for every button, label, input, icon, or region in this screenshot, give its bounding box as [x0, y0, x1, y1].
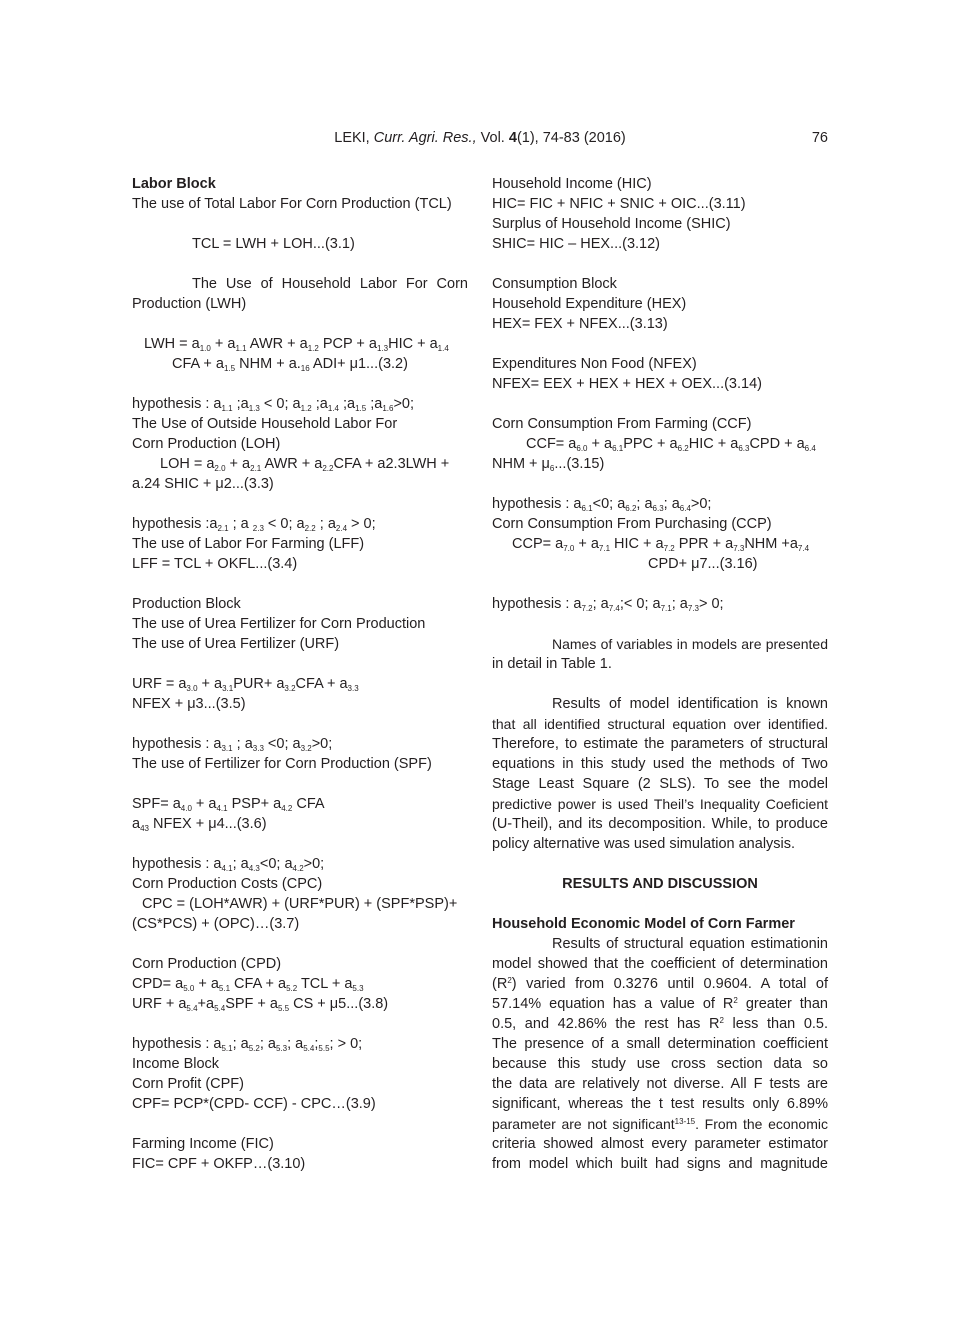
- equation-3-8: $CPD= a_{5.0} + a_{5.1}$ CFA + $a_{5.2}$ TCL + $a_{5.3}$: [132, 976, 364, 993]
- paragraph-line: the data are relatively not diverse. All F tests are: [492, 1076, 828, 1092]
- equation-3-2-cont: CFA + $a_{1.5}$ NHM + $a._{16}$ ADI+ μ1...(3.2): [172, 356, 408, 373]
- equation-title: Farming Income (FIC): [132, 1136, 274, 1152]
- paragraph-line: 57.14% equation has a value of $R^2$ greater than: [492, 996, 828, 1012]
- equation-title: The use of Total Labor For Corn Production (TCL): [132, 196, 452, 212]
- equation-3-10: FIC= CPF + OKFP…(3.10): [132, 1156, 306, 1172]
- paragraph-line: equations in this study used the methods of Two: [492, 756, 828, 772]
- equation-3-15: $CCF= a_{6.0} + a_{6.1}PPC + a_{6.2}HIC + a_{6.3}CPD + a_{6.4}$: [526, 436, 816, 453]
- equation-3-2: LWH = $a_{1.0} + a_{1.1}$ AWR + $a_{1.2}$ PCP + $a_{1.3}HIC + a_{1.4}$: [144, 336, 449, 353]
- hypothesis: hypothesis : $a_{1.1}$ $;a_{1.3} < 0$; $a_{1.2}$ $;a_{1.4}$ $;a_{1.5}$ $;a_{1.6}>0$;: [132, 396, 415, 413]
- paragraph-line: Results of model identification is known: [552, 696, 828, 712]
- equation-3-7: CPC = (LOH*AWR) + (URF*PUR) + (SPF*PSP)+: [142, 896, 458, 912]
- equation-3-8-cont: URF + $a_{5.4}+a_{5.4}SPF + a_{5.5}$ CS + μ5...(3.8): [132, 996, 389, 1013]
- equation-3-16: $CCP= a_{7.0} + a_{7.1}$ HIC + $a_{7.2}$ PPR + $a_{7.3}NHM +a_{7.4}$: [512, 536, 810, 553]
- paragraph-line: parameter are not significant$^{13-15}$. From the economic: [492, 1116, 828, 1132]
- subsection-heading: Household Economic Model of Corn Farmer: [492, 916, 795, 932]
- equation-title: Corn Production (LOH): [132, 436, 281, 452]
- hypothesis: hypothesis : $a_{3.1}$ ; $a_{3.3} <0$; $a_{3.2}>0$;: [132, 736, 333, 753]
- running-header: [0, 130, 960, 150]
- equation-3-7-cont: (CS*PCS) + (OPC)…(3.7): [132, 916, 300, 932]
- equation-3-6: $SPF= a_{4.0} + a_{4.1}$ $PSP+ a_{4.2}$ CFA: [132, 796, 325, 813]
- equation-title: Corn Consumption From Purchasing (CCP): [492, 516, 772, 532]
- equation-3-1: TCL = LWH + LOH...(3.1): [192, 236, 355, 252]
- equation-title: Expenditures Non Food (NFEX): [492, 356, 697, 372]
- hypothesis: hypothesis : $a_{4.1}$; $a_{4.3}<0$; $a_{4.2}>0$;: [132, 856, 325, 873]
- equation-title: Production (LWH): [132, 296, 247, 312]
- section-heading: Production Block: [132, 596, 241, 612]
- equation-title: Corn Consumption From Farming (CCF): [492, 416, 752, 432]
- equation-title: The use of Urea Fertilizer (URF): [132, 636, 340, 652]
- paragraph-line: policy alternative was used simulation analysis.: [492, 836, 796, 852]
- hypothesis: hypothesis : $a_{6.1}<0$; $a_{6.2}$; $a_{6.3}$; $a_{6.4}>0$;: [492, 496, 712, 513]
- paragraph-line: Results of structural equation estimationin: [552, 936, 828, 952]
- equation-3-5: URF = $a_{3.0} + a_{3.1}PUR+ a_{3.2}CFA + a_{3.3}$: [132, 676, 359, 693]
- paragraph-line: from model which built had signs and magnitude: [492, 1156, 828, 1172]
- section-heading: Consumption Block: [492, 276, 617, 292]
- equation-title: The Use of Outside Household Labor For: [132, 416, 398, 432]
- page-number: 76: [811, 130, 828, 146]
- journal-citation: LEKI, Curr. Agri. Res., Vol. 4(1), 74-83 (2016): [334, 130, 626, 146]
- paragraph-line: because this study use cross section data so: [492, 1056, 828, 1072]
- paragraph-line: that all identified structural equation over identified.: [492, 716, 828, 732]
- equation-title: The use of Fertilizer for Corn Production (SPF): [132, 756, 432, 772]
- paragraph-line: 0.5, and 42.86% the rest has $R^2$ less than 0.5.: [492, 1016, 829, 1032]
- equation-3-13: HEX= FEX + NFEX...(3.13): [492, 316, 668, 332]
- hypothesis: hypothesis : $a_{5.1}$; $a_{5.2}$; $a_{5.3}$; $a_{5.4};_{5.5}$; > 0;: [132, 1036, 363, 1053]
- right-column: [492, 174, 828, 1174]
- equation-title: Corn Production Costs (CPC): [132, 876, 323, 892]
- paragraph-line: $(R^2)$ varied from 0.3276 until 0.9604. A total of: [492, 976, 828, 992]
- equation-title: The Use of Household Labor For Corn: [192, 276, 468, 292]
- equation-3-11: HIC= FIC + NFIC + SNIC + OIC...(3.11): [492, 196, 746, 212]
- equation-3-3-cont: a.24 SHIC + μ2...(3.3): [132, 476, 274, 492]
- equation-3-4: LFF = TCL + OKFL...(3.4): [132, 556, 298, 572]
- equation-title: Household Expenditure (HEX): [492, 296, 687, 312]
- equation-3-5-cont: NFEX + μ3...(3.5): [132, 696, 246, 712]
- equation-title: Surplus of Household Income (SHIC): [492, 216, 731, 232]
- paragraph-line: The presence of a small determination coefficient: [492, 1036, 828, 1052]
- paragraph-line: model showed that the coefficient of determination: [492, 956, 828, 972]
- equation-3-14: NFEX= EEX + HEX + HEX + OEX...(3.14): [492, 376, 762, 392]
- equation-title: Household Income (HIC): [492, 176, 652, 192]
- hypothesis: hypothesis : $a_{7.2}$; $a_{7.4};< 0$; $a_{7.1}$; $a_{7.3}> 0$;: [492, 596, 724, 613]
- equation-3-3: LOH = $a_{2.0} + a_{2.1}$ AWR + $a_{2.2}CFA + a2.3LWH$ +: [160, 456, 450, 473]
- section-heading: RESULTS AND DISCUSSION: [562, 876, 758, 892]
- paragraph-line: Stage Least Square (2 SLS). To see the model: [492, 776, 828, 792]
- paragraph-line: criteria showed almost every parameter estimator: [492, 1136, 828, 1152]
- left-column: [132, 174, 468, 1174]
- equation-title: The use of Urea Fertilizer for Corn Production: [132, 616, 426, 632]
- equation-3-9: CPF= PCP*(CPD- CCF) - CPC…(3.9): [132, 1096, 376, 1112]
- equation-title: Corn Profit (CPF): [132, 1076, 244, 1092]
- section-heading: Labor Block: [132, 176, 216, 192]
- paragraph-line: (U-Theil), and its decomposition. While, to produce: [492, 816, 828, 832]
- equation-title: The use of Labor For Farming (LFF): [132, 536, 365, 552]
- paragraph-line: significant, whereas the t test results only 6.89%: [492, 1096, 828, 1112]
- hypothesis: hypothesis $:a_{2.1}$ ; a $_{2.3}$ < 0; $a_{2.2}$ ; $a_{2.4} > 0$;: [132, 516, 376, 533]
- equation-3-12: SHIC= HIC – HEX...(3.12): [492, 236, 661, 252]
- paragraph-line: Therefore, to estimate the parameters of structural: [492, 736, 828, 752]
- equation-3-16-cont: CPD+ μ7...(3.16): [648, 556, 758, 572]
- section-heading: Income Block: [132, 1056, 220, 1072]
- paragraph-line: in detail in Table 1.: [492, 656, 612, 672]
- paragraph-line: predictive power is used Theil’s Inequality Coeficient: [492, 796, 828, 812]
- equation-3-6-cont: $a_{43}$ NFEX + μ4...(3.6): [132, 816, 267, 833]
- paragraph-line: Names of variables in models are presented: [552, 636, 828, 652]
- equation-title: Corn Production (CPD): [132, 956, 282, 972]
- equation-3-15-cont: NHM + $\mu_6...(3.15)$: [492, 456, 605, 473]
